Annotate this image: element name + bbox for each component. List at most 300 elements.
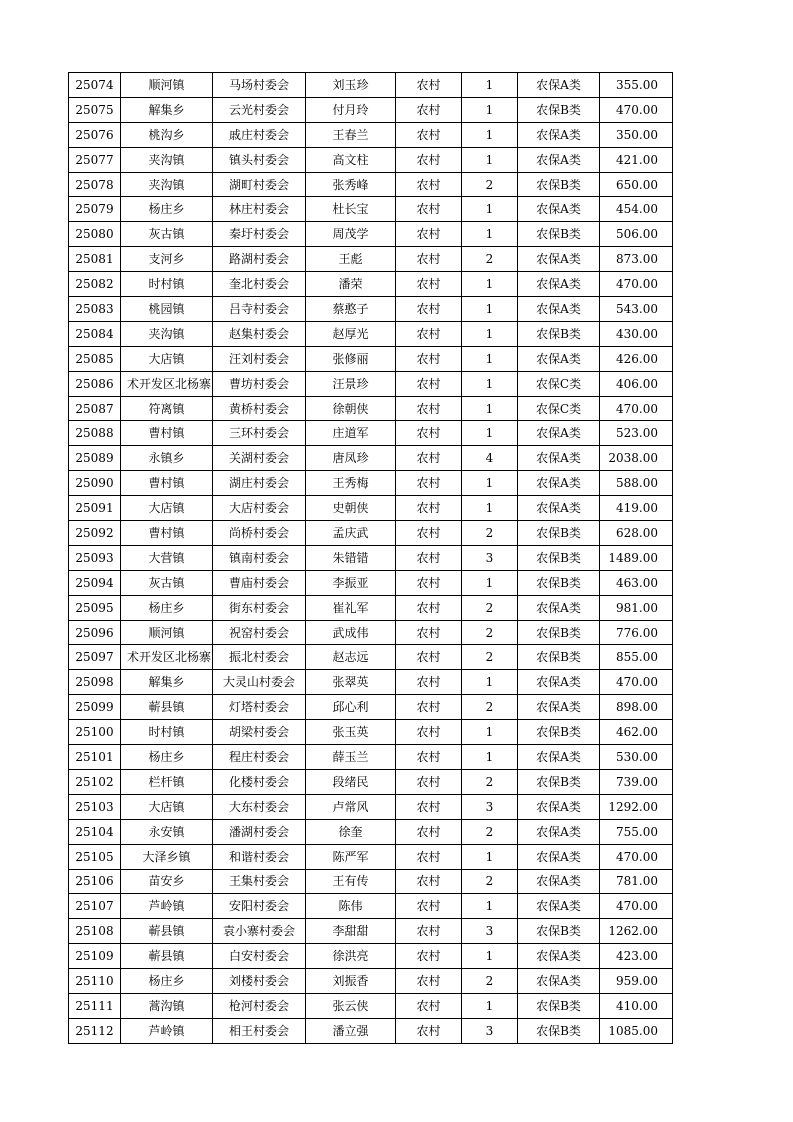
- insurance-category-cell: 农保B类: [518, 172, 600, 197]
- record-id-cell: 25095: [69, 595, 121, 620]
- residence-type-cell: 农村: [396, 73, 462, 98]
- insurance-category-cell: 农保B类: [518, 321, 600, 346]
- amount-cell: 506.00: [600, 222, 673, 247]
- village-committee-cell: 潘湖村委会: [213, 819, 306, 844]
- town-cell: 灰古镇: [121, 222, 213, 247]
- table-row: [69, 147, 673, 172]
- record-id-cell: 25081: [69, 247, 121, 272]
- household-count-cell: 2: [462, 695, 518, 720]
- table-row: [69, 197, 673, 222]
- record-id-cell: 25108: [69, 919, 121, 944]
- town-cell: 曹村镇: [121, 471, 213, 496]
- amount-cell: 588.00: [600, 471, 673, 496]
- village-committee-cell: 曹庙村委会: [213, 570, 306, 595]
- insurance-category-cell: 农保B类: [518, 97, 600, 122]
- table-row: [69, 869, 673, 894]
- record-id-cell: 25104: [69, 819, 121, 844]
- town-cell: 解集乡: [121, 670, 213, 695]
- table-row: [69, 172, 673, 197]
- town-cell: 大店镇: [121, 496, 213, 521]
- insurance-category-cell: 农保A类: [518, 297, 600, 322]
- town-cell: 支河乡: [121, 247, 213, 272]
- household-count-cell: 1: [462, 321, 518, 346]
- residence-type-cell: 农村: [396, 695, 462, 720]
- person-name-cell: 王有传: [306, 869, 396, 894]
- residence-type-cell: 农村: [396, 172, 462, 197]
- person-name-cell: 高文柱: [306, 147, 396, 172]
- town-cell: 时村镇: [121, 272, 213, 297]
- household-count-cell: 1: [462, 670, 518, 695]
- record-id-cell: 25109: [69, 944, 121, 969]
- village-committee-cell: 大店村委会: [213, 496, 306, 521]
- amount-cell: 1085.00: [600, 1018, 673, 1043]
- residence-type-cell: 农村: [396, 1018, 462, 1043]
- residence-type-cell: 农村: [396, 969, 462, 994]
- household-count-cell: 2: [462, 595, 518, 620]
- village-committee-cell: 黄桥村委会: [213, 396, 306, 421]
- table-row: [69, 769, 673, 794]
- village-committee-cell: 秦圩村委会: [213, 222, 306, 247]
- person-name-cell: 刘振香: [306, 969, 396, 994]
- village-committee-cell: 马场村委会: [213, 73, 306, 98]
- table-row: [69, 521, 673, 546]
- person-name-cell: 邱心利: [306, 695, 396, 720]
- person-name-cell: 张秀峰: [306, 172, 396, 197]
- person-name-cell: 李振亚: [306, 570, 396, 595]
- village-committee-cell: 刘楼村委会: [213, 969, 306, 994]
- record-id-cell: 25099: [69, 695, 121, 720]
- record-id-cell: 25092: [69, 521, 121, 546]
- amount-cell: 426.00: [600, 346, 673, 371]
- insurance-category-cell: 农保A类: [518, 197, 600, 222]
- amount-cell: 1292.00: [600, 794, 673, 819]
- village-committee-cell: 祝窑村委会: [213, 620, 306, 645]
- town-cell: 术开发区北杨寨: [121, 371, 213, 396]
- household-count-cell: 1: [462, 894, 518, 919]
- amount-cell: 470.00: [600, 272, 673, 297]
- record-id-cell: 25093: [69, 545, 121, 570]
- amount-cell: 755.00: [600, 819, 673, 844]
- table-row: [69, 620, 673, 645]
- town-cell: 蕲县镇: [121, 695, 213, 720]
- record-id-cell: 25077: [69, 147, 121, 172]
- insurance-category-cell: 农保A类: [518, 147, 600, 172]
- household-count-cell: 1: [462, 272, 518, 297]
- record-id-cell: 25094: [69, 570, 121, 595]
- village-committee-cell: 袁小寨村委会: [213, 919, 306, 944]
- insurance-category-cell: 农保B类: [518, 570, 600, 595]
- town-cell: 夹沟镇: [121, 321, 213, 346]
- table-row: [69, 670, 673, 695]
- village-committee-cell: 吕寺村委会: [213, 297, 306, 322]
- residence-type-cell: 农村: [396, 869, 462, 894]
- record-id-cell: 25106: [69, 869, 121, 894]
- table-row: [69, 446, 673, 471]
- insurance-category-cell: 农保A类: [518, 844, 600, 869]
- village-committee-cell: 三环村委会: [213, 421, 306, 446]
- amount-cell: 470.00: [600, 894, 673, 919]
- amount-cell: 2038.00: [600, 446, 673, 471]
- residence-type-cell: 农村: [396, 496, 462, 521]
- person-name-cell: 卢常风: [306, 794, 396, 819]
- town-cell: 术开发区北杨寨: [121, 645, 213, 670]
- person-name-cell: 段绪民: [306, 769, 396, 794]
- insurance-category-cell: 农保A类: [518, 421, 600, 446]
- household-count-cell: 1: [462, 396, 518, 421]
- town-cell: 顺河镇: [121, 620, 213, 645]
- village-committee-cell: 路湖村委会: [213, 247, 306, 272]
- amount-cell: 470.00: [600, 844, 673, 869]
- amount-cell: 650.00: [600, 172, 673, 197]
- table-row: [69, 720, 673, 745]
- table-row: [69, 297, 673, 322]
- table-row: [69, 321, 673, 346]
- insurance-category-cell: 农保B类: [518, 769, 600, 794]
- records-table: [68, 72, 673, 1044]
- table-row: [69, 894, 673, 919]
- record-id-cell: 25110: [69, 969, 121, 994]
- insurance-category-cell: 农保A类: [518, 122, 600, 147]
- amount-cell: 430.00: [600, 321, 673, 346]
- record-id-cell: 25079: [69, 197, 121, 222]
- person-name-cell: 唐凤珍: [306, 446, 396, 471]
- town-cell: 曹村镇: [121, 521, 213, 546]
- residence-type-cell: 农村: [396, 844, 462, 869]
- insurance-category-cell: 农保A类: [518, 969, 600, 994]
- town-cell: 永安镇: [121, 819, 213, 844]
- record-id-cell: 25083: [69, 297, 121, 322]
- village-committee-cell: 奎北村委会: [213, 272, 306, 297]
- record-id-cell: 25098: [69, 670, 121, 695]
- amount-cell: 421.00: [600, 147, 673, 172]
- household-count-cell: 2: [462, 620, 518, 645]
- record-id-cell: 25101: [69, 745, 121, 770]
- village-committee-cell: 林庄村委会: [213, 197, 306, 222]
- record-id-cell: 25103: [69, 794, 121, 819]
- household-count-cell: 1: [462, 197, 518, 222]
- residence-type-cell: 农村: [396, 197, 462, 222]
- village-committee-cell: 胡梁村委会: [213, 720, 306, 745]
- village-committee-cell: 汪刘村委会: [213, 346, 306, 371]
- town-cell: 夹沟镇: [121, 147, 213, 172]
- record-id-cell: 25090: [69, 471, 121, 496]
- amount-cell: 959.00: [600, 969, 673, 994]
- insurance-category-cell: 农保A类: [518, 272, 600, 297]
- record-id-cell: 25107: [69, 894, 121, 919]
- town-cell: 顺河镇: [121, 73, 213, 98]
- insurance-category-cell: 农保A类: [518, 73, 600, 98]
- household-count-cell: 1: [462, 720, 518, 745]
- town-cell: 杨庄乡: [121, 969, 213, 994]
- household-count-cell: 1: [462, 570, 518, 595]
- household-count-cell: 1: [462, 222, 518, 247]
- insurance-category-cell: 农保B类: [518, 919, 600, 944]
- village-committee-cell: 化楼村委会: [213, 769, 306, 794]
- table-row: [69, 73, 673, 98]
- household-count-cell: 2: [462, 172, 518, 197]
- person-name-cell: 张玉英: [306, 720, 396, 745]
- residence-type-cell: 农村: [396, 421, 462, 446]
- village-committee-cell: 戚庄村委会: [213, 122, 306, 147]
- household-count-cell: 1: [462, 421, 518, 446]
- amount-cell: 470.00: [600, 670, 673, 695]
- town-cell: 栏杆镇: [121, 769, 213, 794]
- table-row: [69, 819, 673, 844]
- record-id-cell: 25105: [69, 844, 121, 869]
- record-id-cell: 25112: [69, 1018, 121, 1043]
- village-committee-cell: 湖町村委会: [213, 172, 306, 197]
- amount-cell: 454.00: [600, 197, 673, 222]
- residence-type-cell: 农村: [396, 396, 462, 421]
- table-row: [69, 944, 673, 969]
- amount-cell: 470.00: [600, 396, 673, 421]
- insurance-category-cell: 农保B类: [518, 521, 600, 546]
- person-name-cell: 蔡憨子: [306, 297, 396, 322]
- residence-type-cell: 农村: [396, 222, 462, 247]
- insurance-category-cell: 农保A类: [518, 819, 600, 844]
- table-row: [69, 570, 673, 595]
- person-name-cell: 赵厚光: [306, 321, 396, 346]
- table-row: [69, 919, 673, 944]
- record-id-cell: 25075: [69, 97, 121, 122]
- amount-cell: 1489.00: [600, 545, 673, 570]
- residence-type-cell: 农村: [396, 147, 462, 172]
- amount-cell: 463.00: [600, 570, 673, 595]
- record-id-cell: 25091: [69, 496, 121, 521]
- record-id-cell: 25074: [69, 73, 121, 98]
- household-count-cell: 1: [462, 844, 518, 869]
- person-name-cell: 张翠英: [306, 670, 396, 695]
- record-id-cell: 25089: [69, 446, 121, 471]
- residence-type-cell: 农村: [396, 471, 462, 496]
- household-count-cell: 1: [462, 496, 518, 521]
- residence-type-cell: 农村: [396, 720, 462, 745]
- household-count-cell: 3: [462, 545, 518, 570]
- table-row: [69, 993, 673, 1018]
- household-count-cell: 3: [462, 919, 518, 944]
- village-committee-cell: 枪河村委会: [213, 993, 306, 1018]
- village-committee-cell: 赵集村委会: [213, 321, 306, 346]
- insurance-category-cell: 农保B类: [518, 222, 600, 247]
- insurance-category-cell: 农保A类: [518, 695, 600, 720]
- household-count-cell: 1: [462, 73, 518, 98]
- town-cell: 杨庄乡: [121, 595, 213, 620]
- town-cell: 蕲县镇: [121, 919, 213, 944]
- table-row: [69, 645, 673, 670]
- person-name-cell: 刘玉珍: [306, 73, 396, 98]
- town-cell: 大泽乡镇: [121, 844, 213, 869]
- record-id-cell: 25078: [69, 172, 121, 197]
- town-cell: 大营镇: [121, 545, 213, 570]
- residence-type-cell: 农村: [396, 645, 462, 670]
- residence-type-cell: 农村: [396, 620, 462, 645]
- residence-type-cell: 农村: [396, 545, 462, 570]
- table-row: [69, 122, 673, 147]
- village-committee-cell: 尚桥村委会: [213, 521, 306, 546]
- town-cell: 灰古镇: [121, 570, 213, 595]
- town-cell: 永镇乡: [121, 446, 213, 471]
- amount-cell: 406.00: [600, 371, 673, 396]
- residence-type-cell: 农村: [396, 247, 462, 272]
- person-name-cell: 朱错错: [306, 545, 396, 570]
- amount-cell: 739.00: [600, 769, 673, 794]
- person-name-cell: 孟庆武: [306, 521, 396, 546]
- village-committee-cell: 关湖村委会: [213, 446, 306, 471]
- record-id-cell: 25082: [69, 272, 121, 297]
- amount-cell: 423.00: [600, 944, 673, 969]
- town-cell: 时村镇: [121, 720, 213, 745]
- person-name-cell: 陈伟: [306, 894, 396, 919]
- household-count-cell: 1: [462, 122, 518, 147]
- record-id-cell: 25084: [69, 321, 121, 346]
- town-cell: 杨庄乡: [121, 197, 213, 222]
- insurance-category-cell: 农保A类: [518, 745, 600, 770]
- record-id-cell: 25102: [69, 769, 121, 794]
- person-name-cell: 崔礼军: [306, 595, 396, 620]
- record-id-cell: 25087: [69, 396, 121, 421]
- town-cell: 大店镇: [121, 794, 213, 819]
- residence-type-cell: 农村: [396, 894, 462, 919]
- amount-cell: 355.00: [600, 73, 673, 98]
- record-id-cell: 25076: [69, 122, 121, 147]
- town-cell: 杨庄乡: [121, 745, 213, 770]
- amount-cell: 419.00: [600, 496, 673, 521]
- record-id-cell: 25097: [69, 645, 121, 670]
- household-count-cell: 1: [462, 371, 518, 396]
- person-name-cell: 薛玉兰: [306, 745, 396, 770]
- residence-type-cell: 农村: [396, 521, 462, 546]
- person-name-cell: 陈严军: [306, 844, 396, 869]
- insurance-category-cell: 农保B类: [518, 545, 600, 570]
- insurance-category-cell: 农保B类: [518, 645, 600, 670]
- village-committee-cell: 曹坊村委会: [213, 371, 306, 396]
- insurance-category-cell: 农保A类: [518, 346, 600, 371]
- table-row: [69, 1018, 673, 1043]
- residence-type-cell: 农村: [396, 570, 462, 595]
- town-cell: 大店镇: [121, 346, 213, 371]
- insurance-category-cell: 农保B类: [518, 993, 600, 1018]
- person-name-cell: 王秀梅: [306, 471, 396, 496]
- person-name-cell: 张修丽: [306, 346, 396, 371]
- amount-cell: 855.00: [600, 645, 673, 670]
- insurance-category-cell: 农保A类: [518, 247, 600, 272]
- household-count-cell: 1: [462, 297, 518, 322]
- amount-cell: 628.00: [600, 521, 673, 546]
- amount-cell: 470.00: [600, 97, 673, 122]
- records-table-body: [69, 73, 673, 1044]
- residence-type-cell: 农村: [396, 346, 462, 371]
- insurance-category-cell: 农保A类: [518, 595, 600, 620]
- record-id-cell: 25088: [69, 421, 121, 446]
- table-row: [69, 396, 673, 421]
- person-name-cell: 潘荣: [306, 272, 396, 297]
- household-count-cell: 2: [462, 247, 518, 272]
- insurance-category-cell: 农保A类: [518, 794, 600, 819]
- person-name-cell: 李甜甜: [306, 919, 396, 944]
- household-count-cell: 2: [462, 969, 518, 994]
- household-count-cell: 1: [462, 944, 518, 969]
- residence-type-cell: 农村: [396, 944, 462, 969]
- amount-cell: 523.00: [600, 421, 673, 446]
- amount-cell: 543.00: [600, 297, 673, 322]
- household-count-cell: 3: [462, 794, 518, 819]
- record-id-cell: 25080: [69, 222, 121, 247]
- town-cell: 解集乡: [121, 97, 213, 122]
- village-committee-cell: 安阳村委会: [213, 894, 306, 919]
- insurance-category-cell: 农保A类: [518, 944, 600, 969]
- insurance-category-cell: 农保B类: [518, 620, 600, 645]
- insurance-category-cell: 农保A类: [518, 894, 600, 919]
- residence-type-cell: 农村: [396, 670, 462, 695]
- table-row: [69, 745, 673, 770]
- household-count-cell: 2: [462, 769, 518, 794]
- village-committee-cell: 灯塔村委会: [213, 695, 306, 720]
- insurance-category-cell: 农保C类: [518, 371, 600, 396]
- household-count-cell: 2: [462, 521, 518, 546]
- insurance-category-cell: 农保B类: [518, 1018, 600, 1043]
- village-committee-cell: 和谐村委会: [213, 844, 306, 869]
- person-name-cell: 杜长宝: [306, 197, 396, 222]
- residence-type-cell: 农村: [396, 122, 462, 147]
- table-row: [69, 346, 673, 371]
- insurance-category-cell: 农保A类: [518, 670, 600, 695]
- village-committee-cell: 王集村委会: [213, 869, 306, 894]
- person-name-cell: 汪景珍: [306, 371, 396, 396]
- amount-cell: 530.00: [600, 745, 673, 770]
- table-row: [69, 222, 673, 247]
- household-count-cell: 4: [462, 446, 518, 471]
- insurance-category-cell: 农保C类: [518, 396, 600, 421]
- person-name-cell: 付月玲: [306, 97, 396, 122]
- table-row: [69, 695, 673, 720]
- table-row: [69, 496, 673, 521]
- insurance-category-cell: 农保B类: [518, 720, 600, 745]
- village-committee-cell: 镇头村委会: [213, 147, 306, 172]
- village-committee-cell: 湖庄村委会: [213, 471, 306, 496]
- person-name-cell: 徐洪亮: [306, 944, 396, 969]
- village-committee-cell: 镇南村委会: [213, 545, 306, 570]
- amount-cell: 981.00: [600, 595, 673, 620]
- amount-cell: 781.00: [600, 869, 673, 894]
- residence-type-cell: 农村: [396, 993, 462, 1018]
- village-committee-cell: 大东村委会: [213, 794, 306, 819]
- person-name-cell: 张云侠: [306, 993, 396, 1018]
- amount-cell: 873.00: [600, 247, 673, 272]
- amount-cell: 776.00: [600, 620, 673, 645]
- household-count-cell: 3: [462, 1018, 518, 1043]
- table-row: [69, 844, 673, 869]
- table-row: [69, 595, 673, 620]
- town-cell: 苗安乡: [121, 869, 213, 894]
- person-name-cell: 潘立强: [306, 1018, 396, 1043]
- residence-type-cell: 农村: [396, 919, 462, 944]
- household-count-cell: 1: [462, 147, 518, 172]
- town-cell: 芦岭镇: [121, 894, 213, 919]
- household-count-cell: 2: [462, 645, 518, 670]
- residence-type-cell: 农村: [396, 595, 462, 620]
- household-count-cell: 2: [462, 869, 518, 894]
- village-committee-cell: 大灵山村委会: [213, 670, 306, 695]
- person-name-cell: 徐奎: [306, 819, 396, 844]
- person-name-cell: 周茂学: [306, 222, 396, 247]
- table-row: [69, 247, 673, 272]
- household-count-cell: 1: [462, 745, 518, 770]
- household-count-cell: 1: [462, 993, 518, 1018]
- residence-type-cell: 农村: [396, 446, 462, 471]
- table-row: [69, 421, 673, 446]
- amount-cell: 410.00: [600, 993, 673, 1018]
- insurance-category-cell: 农保A类: [518, 496, 600, 521]
